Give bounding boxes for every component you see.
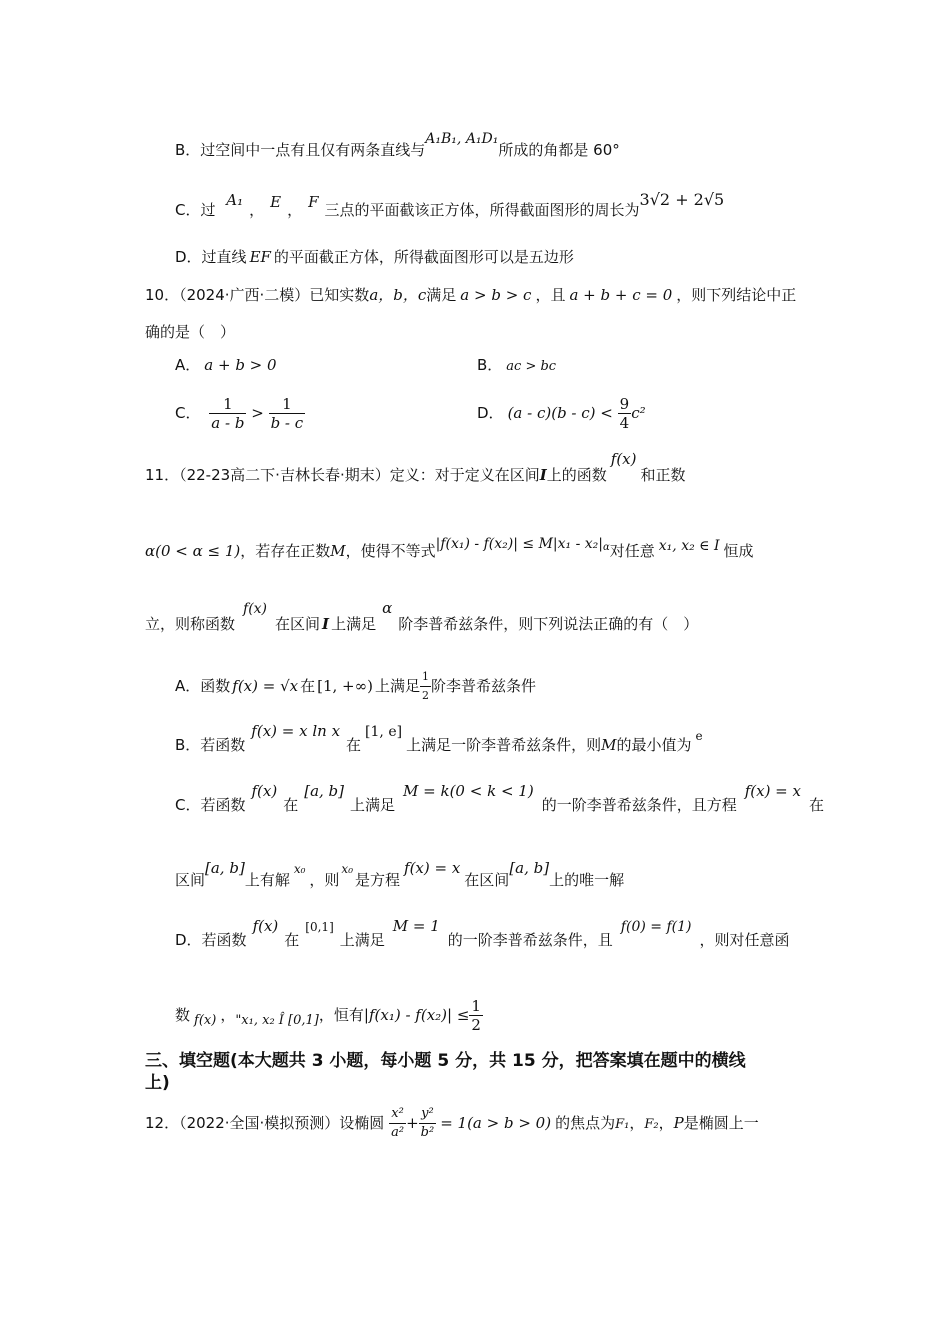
q11-option-a: A．函数 f(x) = √x 在 [1, +∞) 上满足 $\frac{1}{2}$ 阶李普希兹条件 [175, 670, 537, 702]
q9-option-d: D．过直线 EF 的平面截正方体，所得截面图形可以是五边形 [175, 248, 574, 266]
q11-stem-line2: α(0 < α ≤ 1)，若存在正数M，使得不等式$|f(x_1) - f(x_2)| \le M|x_1 - x_2|^\alpha$对任意 x₁, x₂ ∈ I 恒成 [145, 536, 754, 560]
q9-option-b: B．过空间中一点有且仅有两条直线与A₁B₁, A₁D₁所成的角都是 60° [175, 131, 620, 159]
q11-stem-line1: 11．（22-23高二下·吉林长春·期末）定义：对于定义在区间I上的函数f(x)和正数 [145, 450, 686, 484]
q11-option-c-line1: C．若函数f(x)在[a, b]上满足M = k(0 < k < 1)的一阶李普希兹条件，且方程f(x) = x在 [175, 782, 824, 814]
q10-option-c: C． $\frac{1}{a - b}$ > $\frac{1}{b - c}$ [175, 395, 304, 432]
q11-option-b: B．若函数f(x) = x ln x在[1, e]上满足一阶李普希兹条件，则M的最小值为 $^e$ [175, 722, 703, 754]
section-3-heading: 三、填空题(本大题共 3 小题，每小题 5 分，共 15 分，把答案填在题中的横线 上) [145, 1051, 746, 1093]
q10-option-a: A． a + b > 0 [175, 356, 277, 374]
q11-option-d-line1: D．若函数f(x)在[0,1]上满足M = 1的一阶李普希兹条件，且f(0) = f(1)，则对任意函 [175, 917, 790, 949]
q11-option-d-line2: 数 f(x) ，"x₁, x₂ Î [0,1]，恒有|f(x₁) - f(x₂)| ≤ $\frac{1}{2}$ [175, 997, 481, 1034]
q10-stem-line1: 10．（2024·广西·二模）已知实数a，b，c满足 a > b > c ，且 a + b + c = 0 ，则下列结论中正 [145, 286, 797, 304]
q11-option-c-line2: 区间[a, b]上有解$^{x_0}$，则$^{x_0}$是方程f(x) = x在区间[a, b]上的唯一解 [175, 859, 625, 889]
q12-stem: 12．（2022·全国·模拟预测）设椭圆 $\frac{\text{x²}}{\text{a²}}$ + $\frac{\text{y²}}{\text{b²}}$ = 1(a > b > 0) 的焦点为F₁，F₂，P是椭圆上一 [145, 1106, 759, 1140]
q11-stem-line3: 立，则称函数f(x)在区间 I 上满足α阶李普希兹条件，则下列说法正确的有（ ） [145, 599, 699, 633]
q9-option-c: C．过 A₁， E ， F 三点的平面截该正方体，所得截面图形的周长为3√2 + 2√5 [175, 190, 725, 219]
q10-stem-line2: 确的是（ ） [145, 323, 236, 341]
q10-option-d: D． (a - c)(b - c) < $\frac{9}{4}$ c² [477, 395, 646, 432]
q10-option-b: B． ac > bc [477, 356, 557, 374]
